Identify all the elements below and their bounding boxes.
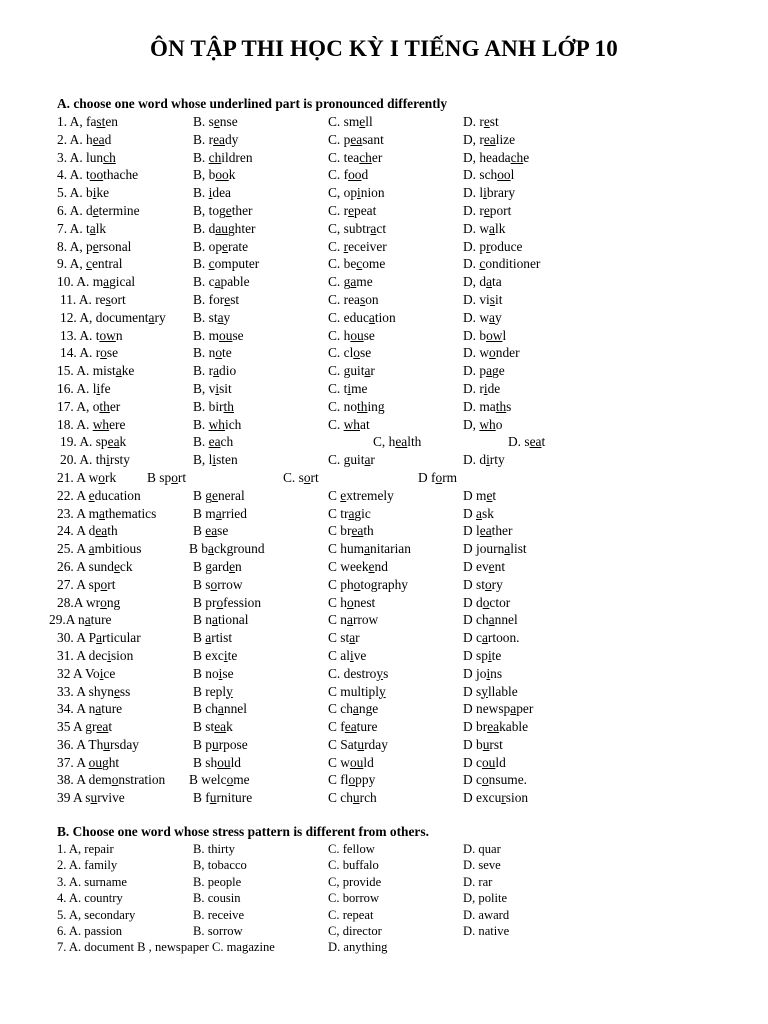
- answer-option: B. computer: [193, 256, 260, 272]
- answer-option: B welcome: [189, 772, 250, 788]
- question-row: [57, 890, 757, 906]
- answer-option: 3. A. surname: [57, 874, 127, 889]
- answer-option: C. close: [328, 345, 372, 361]
- answer-option: D. report: [463, 202, 512, 218]
- answer-option: C multiply: [328, 683, 386, 699]
- question-row: [57, 291, 757, 309]
- question-row: [57, 629, 757, 647]
- answer-option: D. seat: [508, 434, 546, 450]
- answer-option: C. food: [328, 167, 369, 183]
- answer-option: B noise: [193, 665, 234, 681]
- answer-option: B should: [193, 754, 241, 770]
- answer-option: 1. A, repair: [57, 842, 114, 856]
- answer-option: D. visit: [463, 291, 503, 307]
- answer-option: 36. A Thursday: [57, 736, 139, 752]
- answer-option: B national: [193, 612, 249, 628]
- answer-option: D consume.: [463, 772, 527, 788]
- answer-option: C. guitar: [328, 452, 375, 468]
- answer-option: C honest: [328, 594, 376, 610]
- answer-option: 11. A. resort: [60, 291, 126, 307]
- answer-option: 39 A survive: [57, 790, 125, 806]
- answer-option: 9. A, central: [57, 256, 123, 272]
- answer-option: B sorrow: [193, 576, 243, 592]
- answer-option: B. children: [193, 149, 253, 165]
- answer-option: D burst: [463, 736, 503, 752]
- answer-option: C humanitarian: [328, 541, 411, 557]
- answer-option: D form: [418, 469, 458, 485]
- answer-option: C feature: [328, 719, 378, 735]
- question-row: [57, 469, 757, 487]
- answer-option: C. game: [328, 274, 373, 290]
- answer-option: D event: [463, 558, 506, 574]
- answer-option: C. receiver: [328, 238, 387, 254]
- answer-option: D. native: [463, 923, 510, 938]
- answer-option: D newspaper: [463, 701, 534, 717]
- answer-option: B. sorrow: [193, 923, 243, 938]
- answer-option: C. teacher: [328, 149, 383, 165]
- answer-option: 13. A. town: [60, 327, 123, 343]
- answer-option: D, who: [463, 416, 503, 432]
- answer-option: B. sense: [193, 114, 238, 129]
- answer-option: B. which: [193, 416, 242, 432]
- answer-option: D, data: [463, 274, 502, 290]
- answer-option: D, headache: [463, 149, 530, 165]
- answer-option: B. thirty: [193, 842, 235, 856]
- answer-option: C. repeat: [328, 202, 377, 218]
- answer-option: 29.A nature: [49, 612, 112, 628]
- answer-option: 30. A Particular: [57, 630, 141, 646]
- answer-option: C, director: [328, 923, 382, 938]
- question-row: [57, 522, 757, 540]
- answer-option: 26. A sundeck: [57, 558, 133, 574]
- answer-option: D. page: [463, 363, 505, 379]
- answer-option: 23. A mathematics: [57, 505, 157, 521]
- answer-option: 7. A. document B , newspaper C. magazine: [57, 940, 275, 955]
- answer-option: 2. A. family: [57, 858, 118, 873]
- question-row: [57, 700, 757, 718]
- answer-option: B. forest: [193, 291, 240, 307]
- question-row: [57, 789, 757, 807]
- answer-option: 6. A. determine: [57, 202, 140, 218]
- answer-option: D channel: [463, 612, 518, 628]
- answer-option: C Saturday: [328, 736, 388, 752]
- answer-option: B garden: [193, 558, 242, 574]
- answer-option: B, visit: [193, 380, 232, 396]
- answer-option: D, polite: [463, 891, 508, 906]
- answer-option: D. way: [463, 309, 502, 325]
- answer-option: C photography: [328, 576, 408, 592]
- answer-option: C. fellow: [328, 842, 375, 856]
- answer-option: C would: [328, 754, 374, 770]
- answer-option: D met: [463, 487, 497, 503]
- answer-option: B. birth: [193, 398, 234, 414]
- question-row: [57, 166, 757, 184]
- answer-option: 5. A, secondary: [57, 907, 136, 922]
- section-a-heading: A. choose one word whose underlined part is pronounced differently: [57, 96, 448, 111]
- section-b-heading: B. Choose one word whose stress pattern is different from others.: [57, 824, 429, 839]
- question-row: [57, 255, 757, 273]
- answer-option: D doctor: [463, 594, 511, 610]
- answer-option: 16. A. life: [57, 380, 111, 396]
- question-row: [57, 594, 757, 612]
- answer-option: 6. A. passion: [57, 923, 123, 938]
- answer-option: 28.A wrong: [57, 594, 121, 610]
- question-row: [57, 923, 757, 939]
- question-row: [57, 907, 757, 923]
- answer-option: B, listen: [193, 452, 238, 468]
- question-row: [57, 273, 757, 291]
- answer-option: C. sort: [283, 469, 319, 485]
- answer-option: 14. A. rose: [60, 345, 119, 361]
- answer-option: C. peasant: [328, 131, 384, 147]
- answer-option: D joins: [463, 665, 503, 681]
- answer-option: B. each: [193, 434, 234, 450]
- answer-option: B. daughter: [193, 220, 256, 236]
- question-row: [57, 184, 757, 202]
- answer-option: D. school: [463, 167, 515, 183]
- question-row: [57, 362, 757, 380]
- answer-option: D. produce: [463, 238, 523, 254]
- answer-option: 1. A, fasten: [57, 114, 118, 129]
- answer-option: D spite: [463, 647, 502, 663]
- section-b-list: [57, 841, 757, 956]
- answer-option: B. mouse: [193, 327, 244, 343]
- answer-option: 24. A death: [57, 523, 118, 539]
- answer-option: C. become: [328, 256, 386, 272]
- answer-option: 32 A Voice: [57, 665, 116, 681]
- answer-option: 22. A education: [57, 487, 141, 503]
- answer-option: 20. A. thirsty: [60, 452, 130, 468]
- answer-option: B channel: [193, 701, 247, 717]
- answer-option: D, realize: [463, 131, 516, 147]
- answer-option: C, provide: [328, 874, 382, 889]
- answer-option: 21. A work: [57, 469, 117, 485]
- answer-option: B reply: [193, 683, 233, 699]
- answer-option: B. operate: [193, 238, 249, 254]
- answer-option: C change: [328, 701, 379, 717]
- answer-option: C. guitar: [328, 363, 375, 379]
- answer-option: D. dirty: [463, 452, 505, 468]
- answer-option: C. what: [328, 416, 370, 432]
- answer-option: D leather: [463, 523, 513, 539]
- answer-option: 10. A. magical: [57, 274, 136, 290]
- answer-option: 35 A great: [57, 719, 113, 735]
- answer-option: 34. A nature: [57, 701, 123, 717]
- section-a-list: [49, 113, 757, 807]
- answer-option: B. idea: [193, 185, 231, 201]
- answer-option: D. ride: [463, 380, 501, 396]
- question-row: [57, 380, 757, 398]
- answer-option: C. buffalo: [328, 858, 379, 873]
- question-row: [57, 939, 757, 955]
- answer-option: 38. A demonstration: [57, 772, 166, 788]
- question-row: [57, 771, 757, 789]
- question-row: [57, 558, 757, 576]
- answer-option: 31. A decision: [57, 647, 134, 663]
- answer-option: D breakable: [463, 719, 529, 735]
- question-row: [57, 131, 757, 149]
- answer-option: C, subtract: [328, 220, 387, 236]
- question-row: [57, 344, 757, 362]
- answer-option: 8. A, personal: [57, 238, 132, 254]
- question-row: [57, 327, 757, 345]
- answer-option: C. time: [328, 380, 368, 396]
- answer-option: 3. A. lunch: [57, 149, 116, 165]
- answer-option: C. house: [328, 327, 375, 343]
- answer-option: C. destroys: [328, 665, 389, 681]
- answer-option: B general: [193, 487, 245, 503]
- answer-option: 37. A ought: [57, 754, 120, 770]
- question-row: [57, 647, 757, 665]
- answer-option: D. quar: [463, 842, 501, 856]
- answer-option: D. maths: [463, 398, 512, 414]
- answer-option: B background: [189, 541, 265, 557]
- answer-option: 7. A. talk: [57, 220, 107, 236]
- question-row: [57, 220, 757, 238]
- question-row: [57, 857, 757, 873]
- question-row: [57, 683, 757, 701]
- answer-option: C. repeat: [328, 907, 374, 922]
- answer-option: B steak: [193, 719, 233, 735]
- question-row: [57, 487, 757, 505]
- answer-option: B married: [193, 505, 247, 521]
- answer-option: C, health: [373, 434, 422, 450]
- answer-option: B. people: [193, 874, 242, 889]
- answer-option: C. smell: [328, 114, 373, 129]
- answer-option: D. award: [463, 907, 510, 922]
- question-row: [57, 874, 757, 890]
- answer-option: 33. A shyness: [57, 683, 131, 699]
- answer-option: C extremely: [328, 487, 394, 503]
- answer-option: 19. A. speak: [60, 434, 127, 450]
- answer-option: 27. A sport: [57, 576, 116, 592]
- answer-option: D. wonder: [463, 345, 520, 361]
- answer-option: D excursion: [463, 790, 529, 806]
- answer-option: B sport: [147, 469, 187, 485]
- answer-option: B purpose: [193, 736, 248, 752]
- question-row: [57, 238, 757, 256]
- question-row: [57, 309, 757, 327]
- answer-option: 17. A, other: [57, 398, 121, 414]
- answer-option: C narrow: [328, 612, 379, 628]
- answer-option: 18. A. where: [57, 416, 126, 432]
- question-row: [57, 718, 757, 736]
- answer-option: D. library: [463, 185, 516, 201]
- page-title: ÔN TẬP THI HỌC KỲ I TIẾNG ANH LỚP 10: [150, 36, 618, 61]
- answer-option: D ask: [463, 505, 494, 521]
- answer-option: 15. A. mistake: [57, 363, 135, 379]
- answer-option: C floppy: [328, 772, 376, 788]
- question-row: [57, 841, 757, 857]
- question-row: [57, 202, 757, 220]
- answer-option: B furniture: [193, 790, 253, 806]
- question-row: [57, 540, 757, 558]
- answer-option: B. note: [193, 345, 232, 361]
- answer-option: C. nothing: [328, 398, 385, 414]
- answer-option: C weekend: [328, 558, 388, 574]
- question-row: [57, 505, 757, 523]
- answer-option: 25. A ambitious: [57, 541, 142, 557]
- answer-option: B. cousin: [193, 891, 241, 906]
- answer-option: C. education: [328, 309, 396, 325]
- question-row: [57, 754, 757, 772]
- answer-option: B. receive: [193, 907, 245, 922]
- answer-option: 12. A, documentary: [60, 309, 166, 325]
- answer-option: C. reason: [328, 291, 379, 307]
- answer-option: B artist: [193, 630, 233, 646]
- question-row: [57, 576, 757, 594]
- question-row: [57, 113, 757, 131]
- answer-option: C star: [328, 630, 360, 646]
- answer-option: D. anything: [328, 940, 388, 955]
- answer-option: D could: [463, 754, 506, 770]
- answer-option: 4. A. country: [57, 891, 123, 906]
- answer-option: B ease: [193, 523, 229, 539]
- answer-option: D story: [463, 576, 503, 592]
- answer-option: C alive: [328, 647, 367, 663]
- answer-option: B. ready: [193, 131, 239, 147]
- answer-option: D. rest: [463, 114, 499, 129]
- question-row: [57, 398, 757, 416]
- answer-option: 4. A. toothache: [57, 167, 139, 183]
- answer-option: B. stay: [193, 309, 231, 325]
- answer-option: B, tobacco: [193, 858, 247, 873]
- question-row: [57, 665, 757, 683]
- answer-option: B, together: [193, 202, 253, 218]
- answer-option: D. conditioner: [463, 256, 541, 272]
- answer-option: D. walk: [463, 220, 506, 236]
- answer-option: 5. A. bike: [57, 185, 110, 201]
- answer-option: C, opinion: [328, 185, 385, 201]
- answer-option: C breath: [328, 523, 374, 539]
- answer-option: D. rar: [463, 874, 493, 889]
- answer-option: D syllable: [463, 683, 518, 699]
- question-row: [49, 611, 757, 629]
- answer-option: D. bowl: [463, 327, 507, 343]
- answer-option: B excite: [193, 647, 238, 663]
- answer-option: 2. A. head: [57, 131, 112, 147]
- answer-option: B profession: [193, 594, 262, 610]
- answer-option: C tragic: [328, 505, 371, 521]
- answer-option: C church: [328, 790, 377, 806]
- answer-option: B. capable: [193, 274, 250, 290]
- question-row: [57, 451, 757, 469]
- question-row: [57, 736, 757, 754]
- question-row: [57, 149, 757, 167]
- question-row: [57, 416, 757, 434]
- answer-option: B, book: [193, 167, 236, 183]
- answer-option: D journalist: [463, 541, 527, 557]
- question-row: [57, 433, 757, 451]
- answer-option: C. borrow: [328, 891, 380, 906]
- answer-option: D. seve: [463, 858, 501, 873]
- answer-option: B. radio: [193, 363, 237, 379]
- answer-option: D cartoon.: [463, 630, 520, 646]
